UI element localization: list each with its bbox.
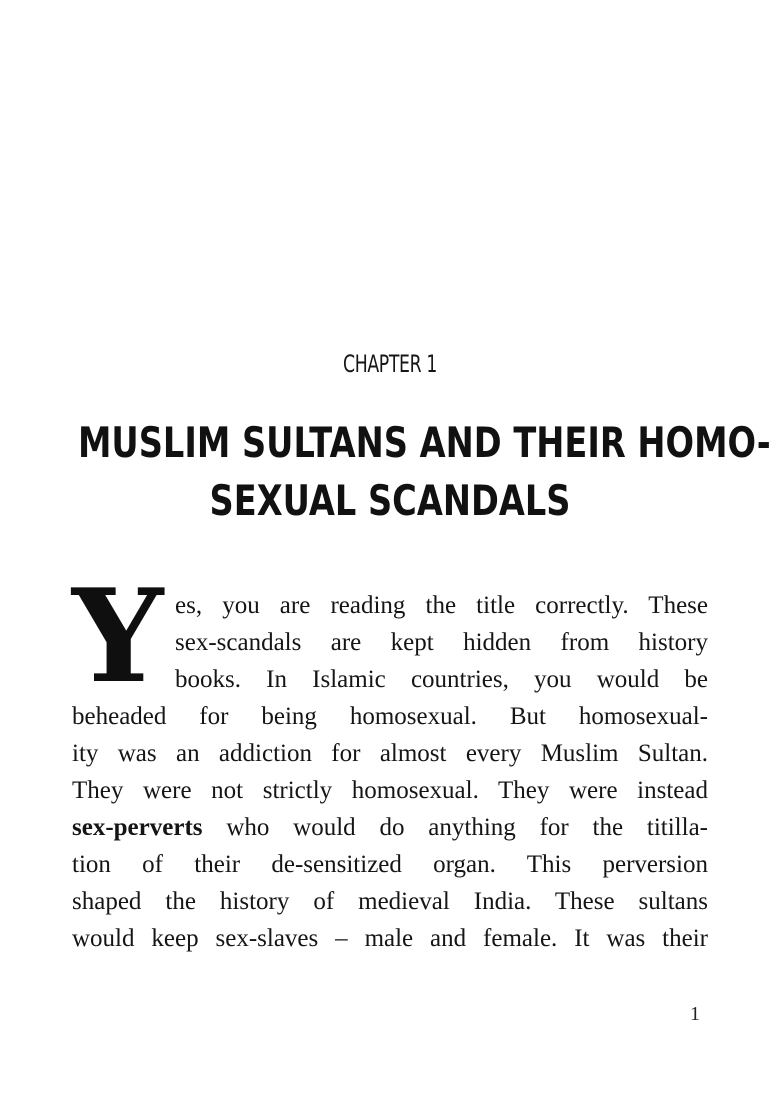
body-line-with-bold-term (72, 809, 708, 846)
chapter-label: CHAPTER 1 (342, 350, 438, 378)
body-line: sex-scandals are kept hidden from history (175, 629, 708, 656)
chapter-title-line-2: SEXUAL SCANDALS (209, 476, 571, 525)
drop-cap: Y (72, 562, 164, 712)
chapter-title-line-1: MUSLIM SULTANS AND THEIR HOMO- (78, 418, 771, 467)
body-line: es, you are reading the title correctly. These (175, 592, 708, 619)
body-line: They were not strictly homosexual. They were instead (72, 777, 708, 804)
body-line: ity was an addiction for almost every Muslim Sultan. (72, 740, 708, 767)
body-line: would keep sex-slaves – male and female. It was their (72, 925, 708, 952)
body-line: shaped the history of medieval India. These sultans (72, 888, 708, 915)
page-number: 1 (690, 1003, 700, 1025)
body-paragraph (72, 587, 708, 957)
body-line: tion of their de-sensitized organ. This perversion (72, 851, 708, 878)
body-line: beheaded for being homosexual. But homosexual- (72, 703, 708, 730)
body-line: books. In Islamic countries, you would be (175, 666, 708, 693)
body-line-rest: who would do anything for the titilla- (226, 814, 708, 841)
chapter-title (0, 414, 780, 530)
bold-term: sex-perverts (72, 814, 203, 841)
